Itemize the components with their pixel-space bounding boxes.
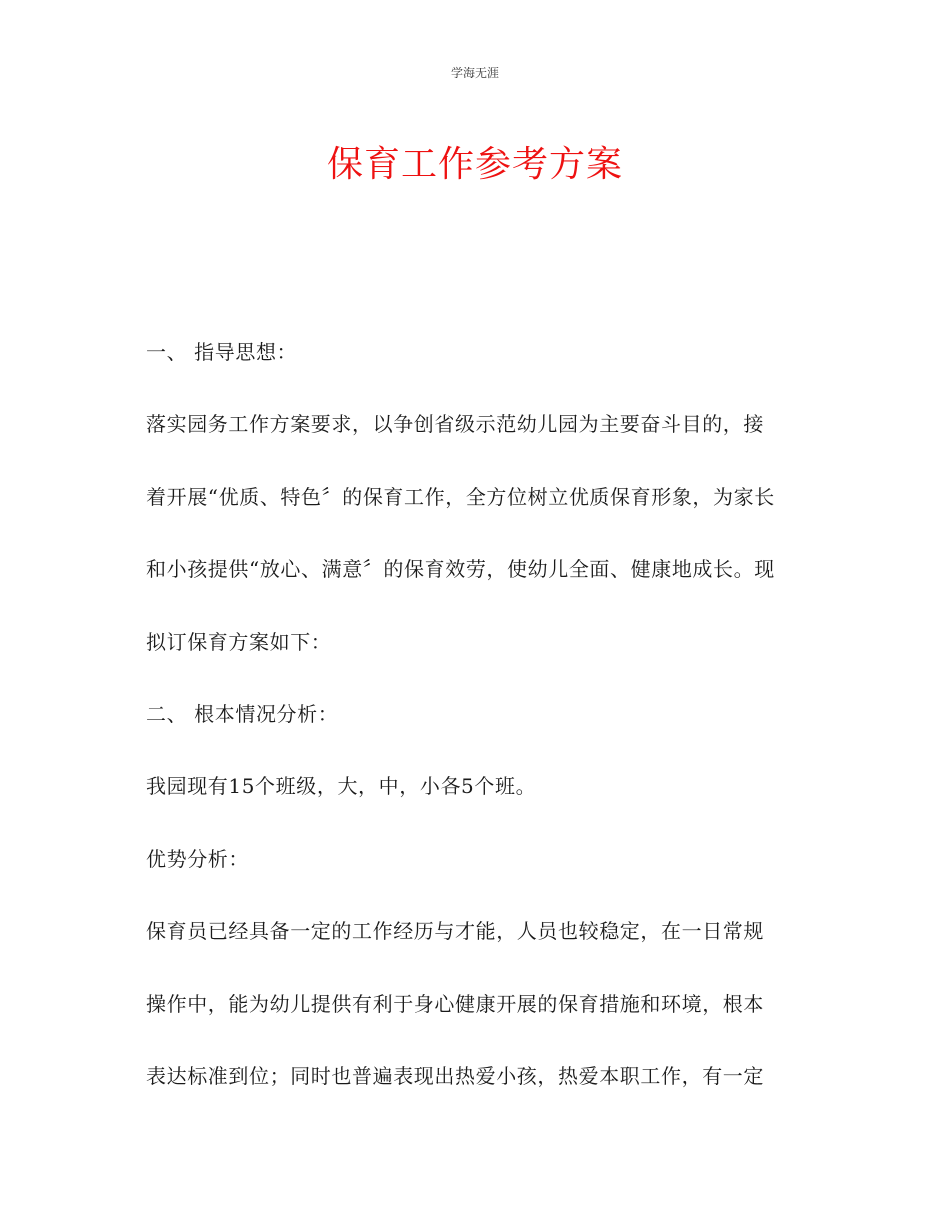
section-heading-situation-analysis: 二、 根本情况分析： <box>146 701 339 726</box>
paragraph-line: 拟订保育方案如下： <box>146 629 332 654</box>
document-body <box>146 332 808 1128</box>
page-header: 学海无涯 <box>450 66 499 80</box>
paragraph-line: 着开展“优质、特色〞的保育工作，全方位树立优质保育形象，为家长 <box>146 484 775 509</box>
section-heading-guiding-ideology: 一、 指导思想： <box>146 340 298 364</box>
paragraph-line: 我园现有15个班级，大，中，小各5个班。 <box>146 774 537 799</box>
paragraph-line: 和小孩提供“放心、满意〞的保育效劳，使幼儿全面、健康地成长。现 <box>146 557 775 582</box>
paragraph-line: 操作中，能为幼儿提供有利于身心健康开展的保育措施和环境，根本 <box>146 991 764 1016</box>
paragraph-line: 落实园务工作方案要求，以争创省级示范幼儿园为主要奋斗目的，接 <box>146 412 764 437</box>
document-title: 保育工作参考方案 <box>326 144 623 185</box>
paragraph-line: 表达标准到位；同时也普遍表现出热爱小孩，热爱本职工作，有一定 <box>146 1063 764 1088</box>
subheading-advantage-analysis: 优势分析： <box>146 846 249 871</box>
paragraph-line: 保育员已经具备一定的工作经历与才能，人员也较稳定，在一日常规 <box>146 919 764 944</box>
